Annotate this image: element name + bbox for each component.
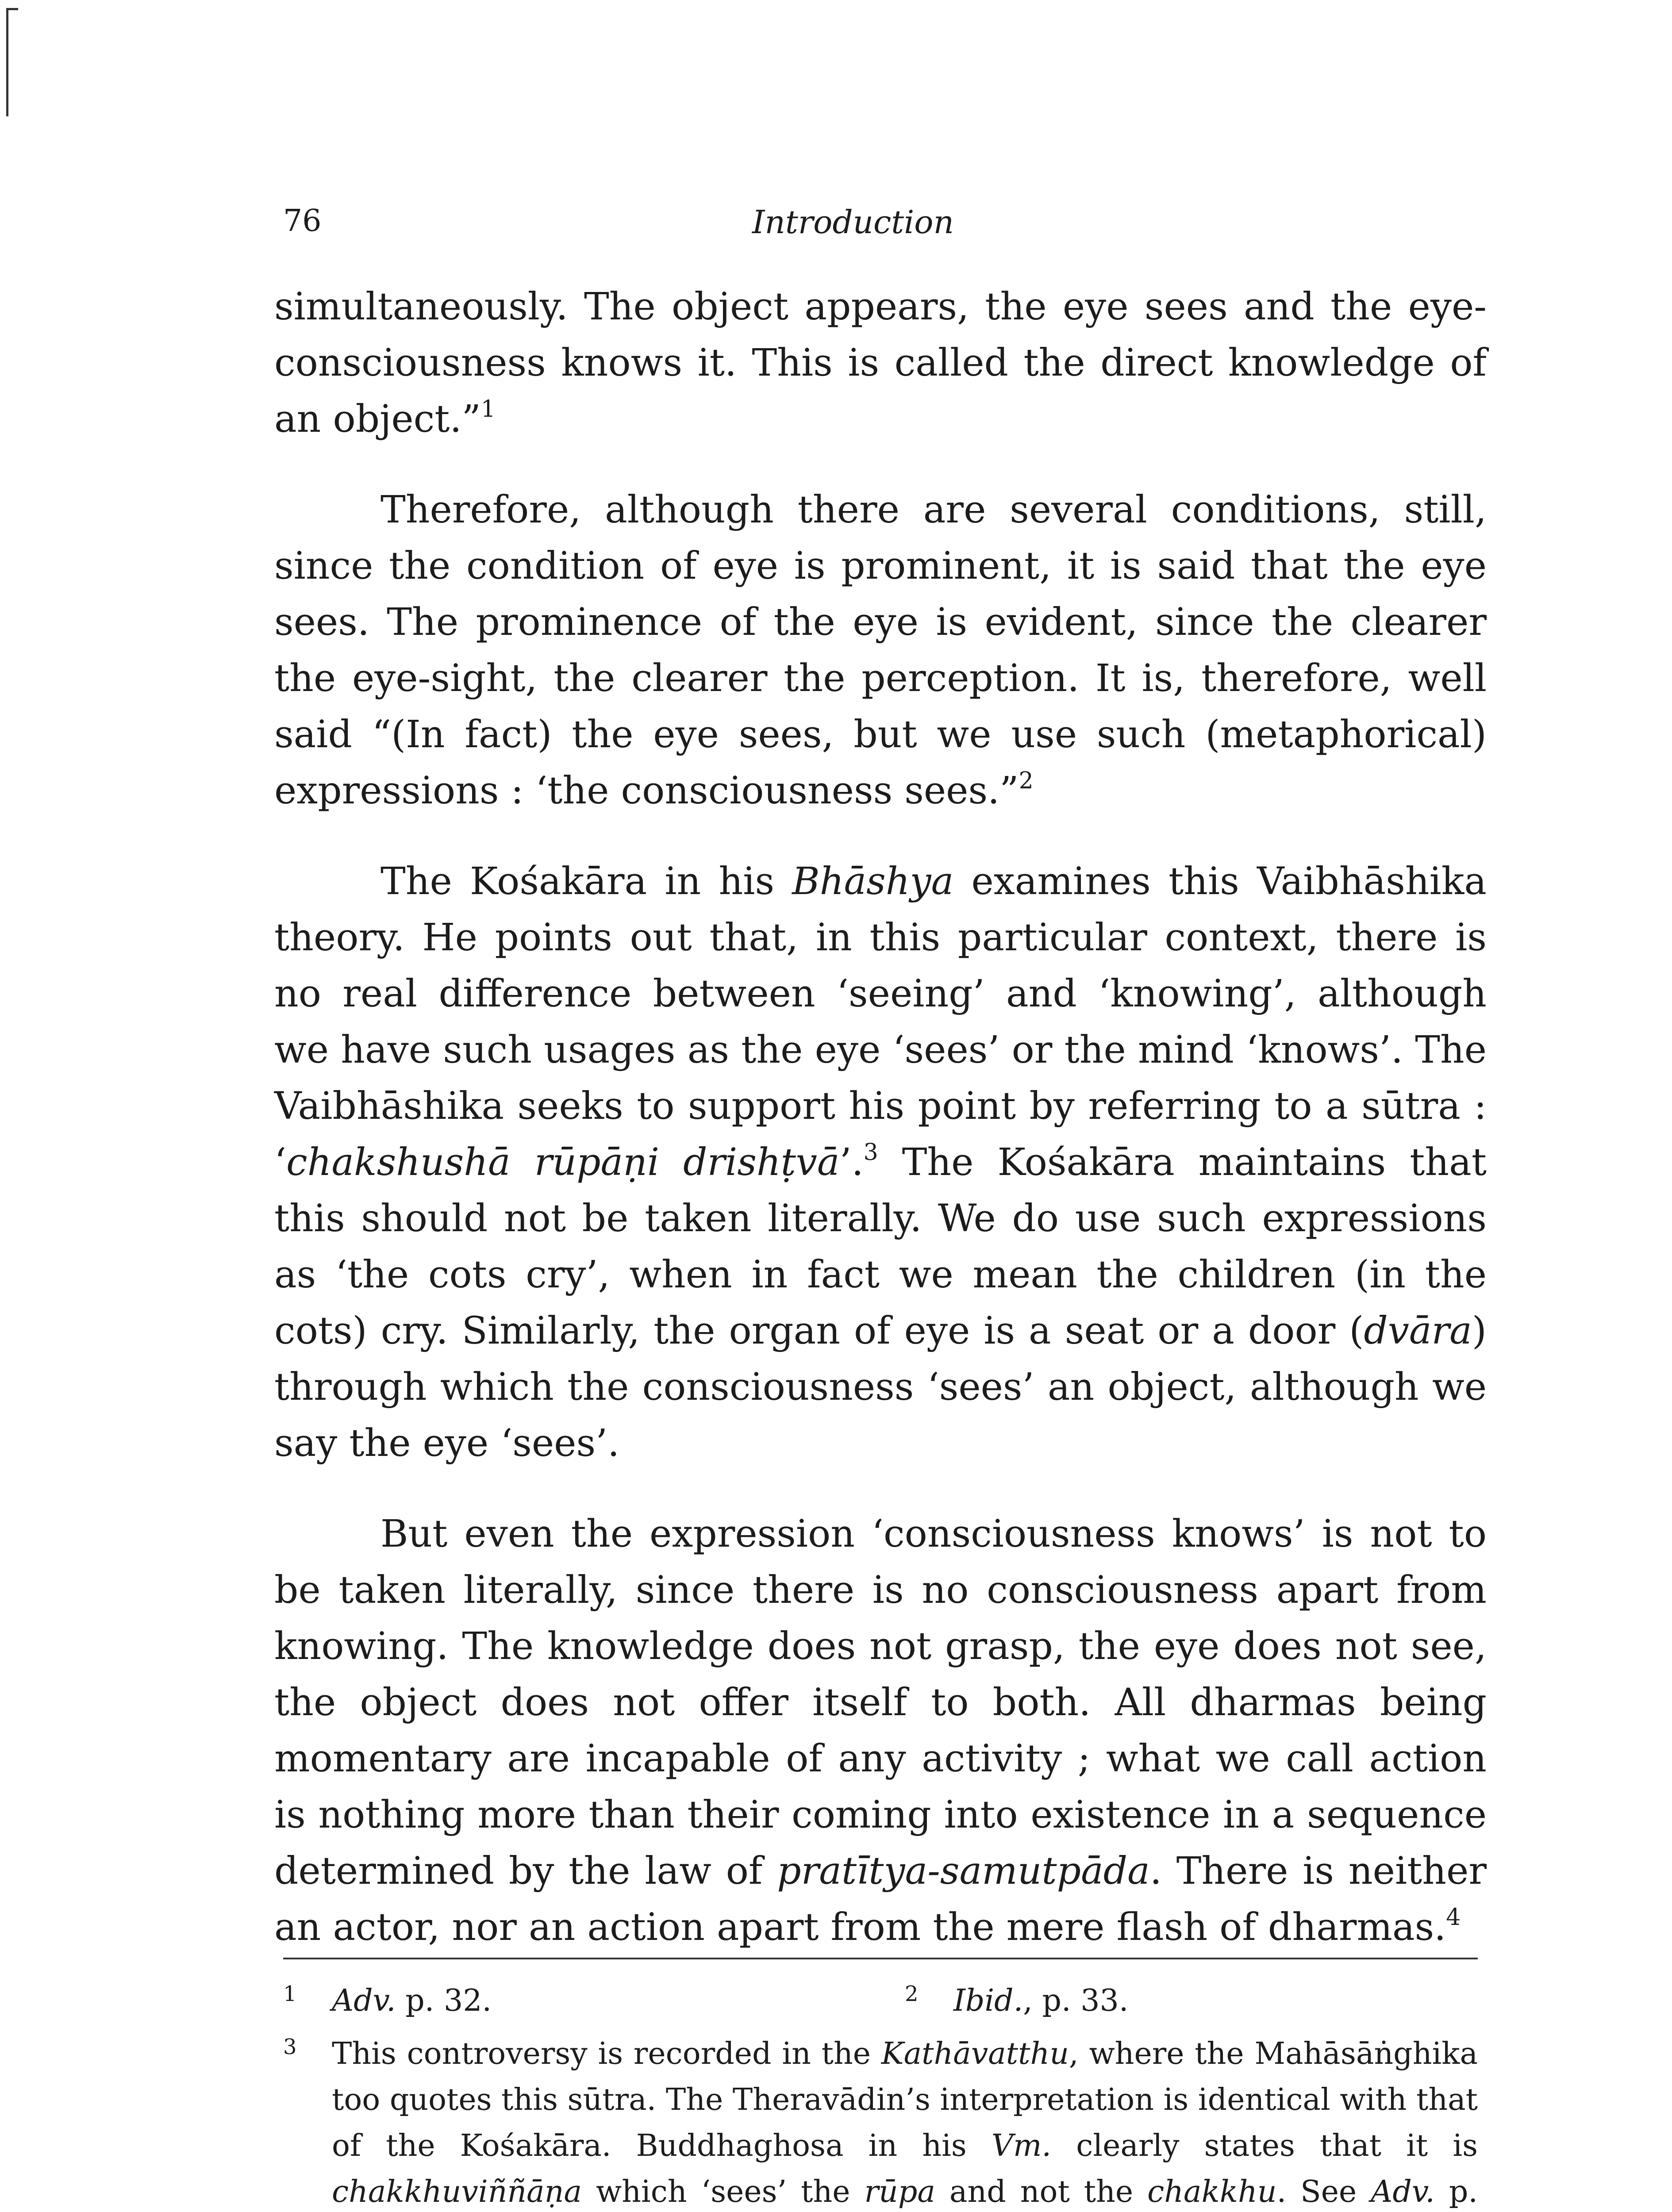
footnote-ref-1: 1	[480, 396, 496, 422]
footnote-divider	[283, 1958, 1478, 1959]
footnote-ref-2: 2	[1019, 768, 1034, 794]
scan-corner-mark	[6, 8, 18, 116]
footnote-3: 3 This controversy is recorded in the Kathāvatthu, where the Mahāsāṅghika too quotes this sūtra. The Theravādin’s interpretation is identical with that of the Kośakāra. Buddhaghosa in his Vm. clearly states that it is chakkhuviññāṇa which ‘sees’ the rūpa and not the chakkhu. See Adv. p.	[283, 2035, 1478, 2209]
footnote-row-1-2	[283, 1971, 1478, 2024]
paragraph-3: The Kośakāra in his Bhāshya examines this Vaibhāshika theory. He points out that, in this particular context, there is no real difference between ‘seeing’ and ‘knowing’, although we have such usages as the eye ‘sees’ or the mind ‘knows’. The Vaibhāshika seeks to support his point by referring to a sūtra : ‘chakshushā rūpāṇi drishṭvā’.$^3$ The Kośakāra maintains that this should not be taken literally. We do use such expressions as ‘the cots cry’, when in fact we mean the children (in the cots) cry. Similarly, the organ of eye is a seat or a door (dvāra) through which the consciousness ‘sees’ an object, although we say the eye ‘sees’.	[274, 860, 1487, 1465]
paragraph-2: Therefore, although there are several conditions, still, since the condition of eye is prominent, it is said that the eye sees. The prominence of the eye is evident, since the clearer the eye-sight, the clearer the perception. It is, therefore, well said “(In fact) the eye sees, but we use such (metaphorical) expressions : ‘the consciousness sees.”$^2$	[274, 488, 1487, 813]
term-sutra-quote: chakshushā rūpāṇi drishṭvā	[286, 1141, 840, 1184]
page-number: 76	[283, 204, 322, 238]
footnote-ref-3: 3	[863, 1139, 878, 1166]
term-dvara: dvāra	[1364, 1309, 1472, 1353]
paragraph-1: simultaneously. The object appears, the eye sees and the eye-consciousness knows it. This is called the direct knowledge of an object.”$^1$	[274, 285, 1487, 441]
running-head: Introduction	[752, 204, 954, 241]
body-text	[274, 279, 1487, 1955]
footnote-ref-4: 4	[1446, 1904, 1461, 1931]
footnote-1: 1 Adv. p. 32.	[283, 1982, 492, 2018]
page-header	[274, 195, 1487, 243]
term-pratitya-samutpada: pratītya-samutpāda	[777, 1849, 1150, 1893]
footnote-2: 2 Ibid., p. 33.	[905, 1982, 1129, 2018]
paragraph-4: But even the expression ‘consciousness knows’ is not to be taken literally, since there is no consciousness apart from knowing. The knowledge does not grasp, the eye does not see, the object does not offer itself to both. All dharmas being momentary are incapable of any activity ; what we call action is nothing more than their coming into existence in a sequence determined by the law of pratītya-samutpāda. There is neither an actor, nor an action apart from the mere flash of dharmas.$^4$	[274, 1512, 1487, 1949]
term-bhashya: Bhāshya	[792, 860, 954, 903]
footnotes	[283, 1971, 1478, 2212]
